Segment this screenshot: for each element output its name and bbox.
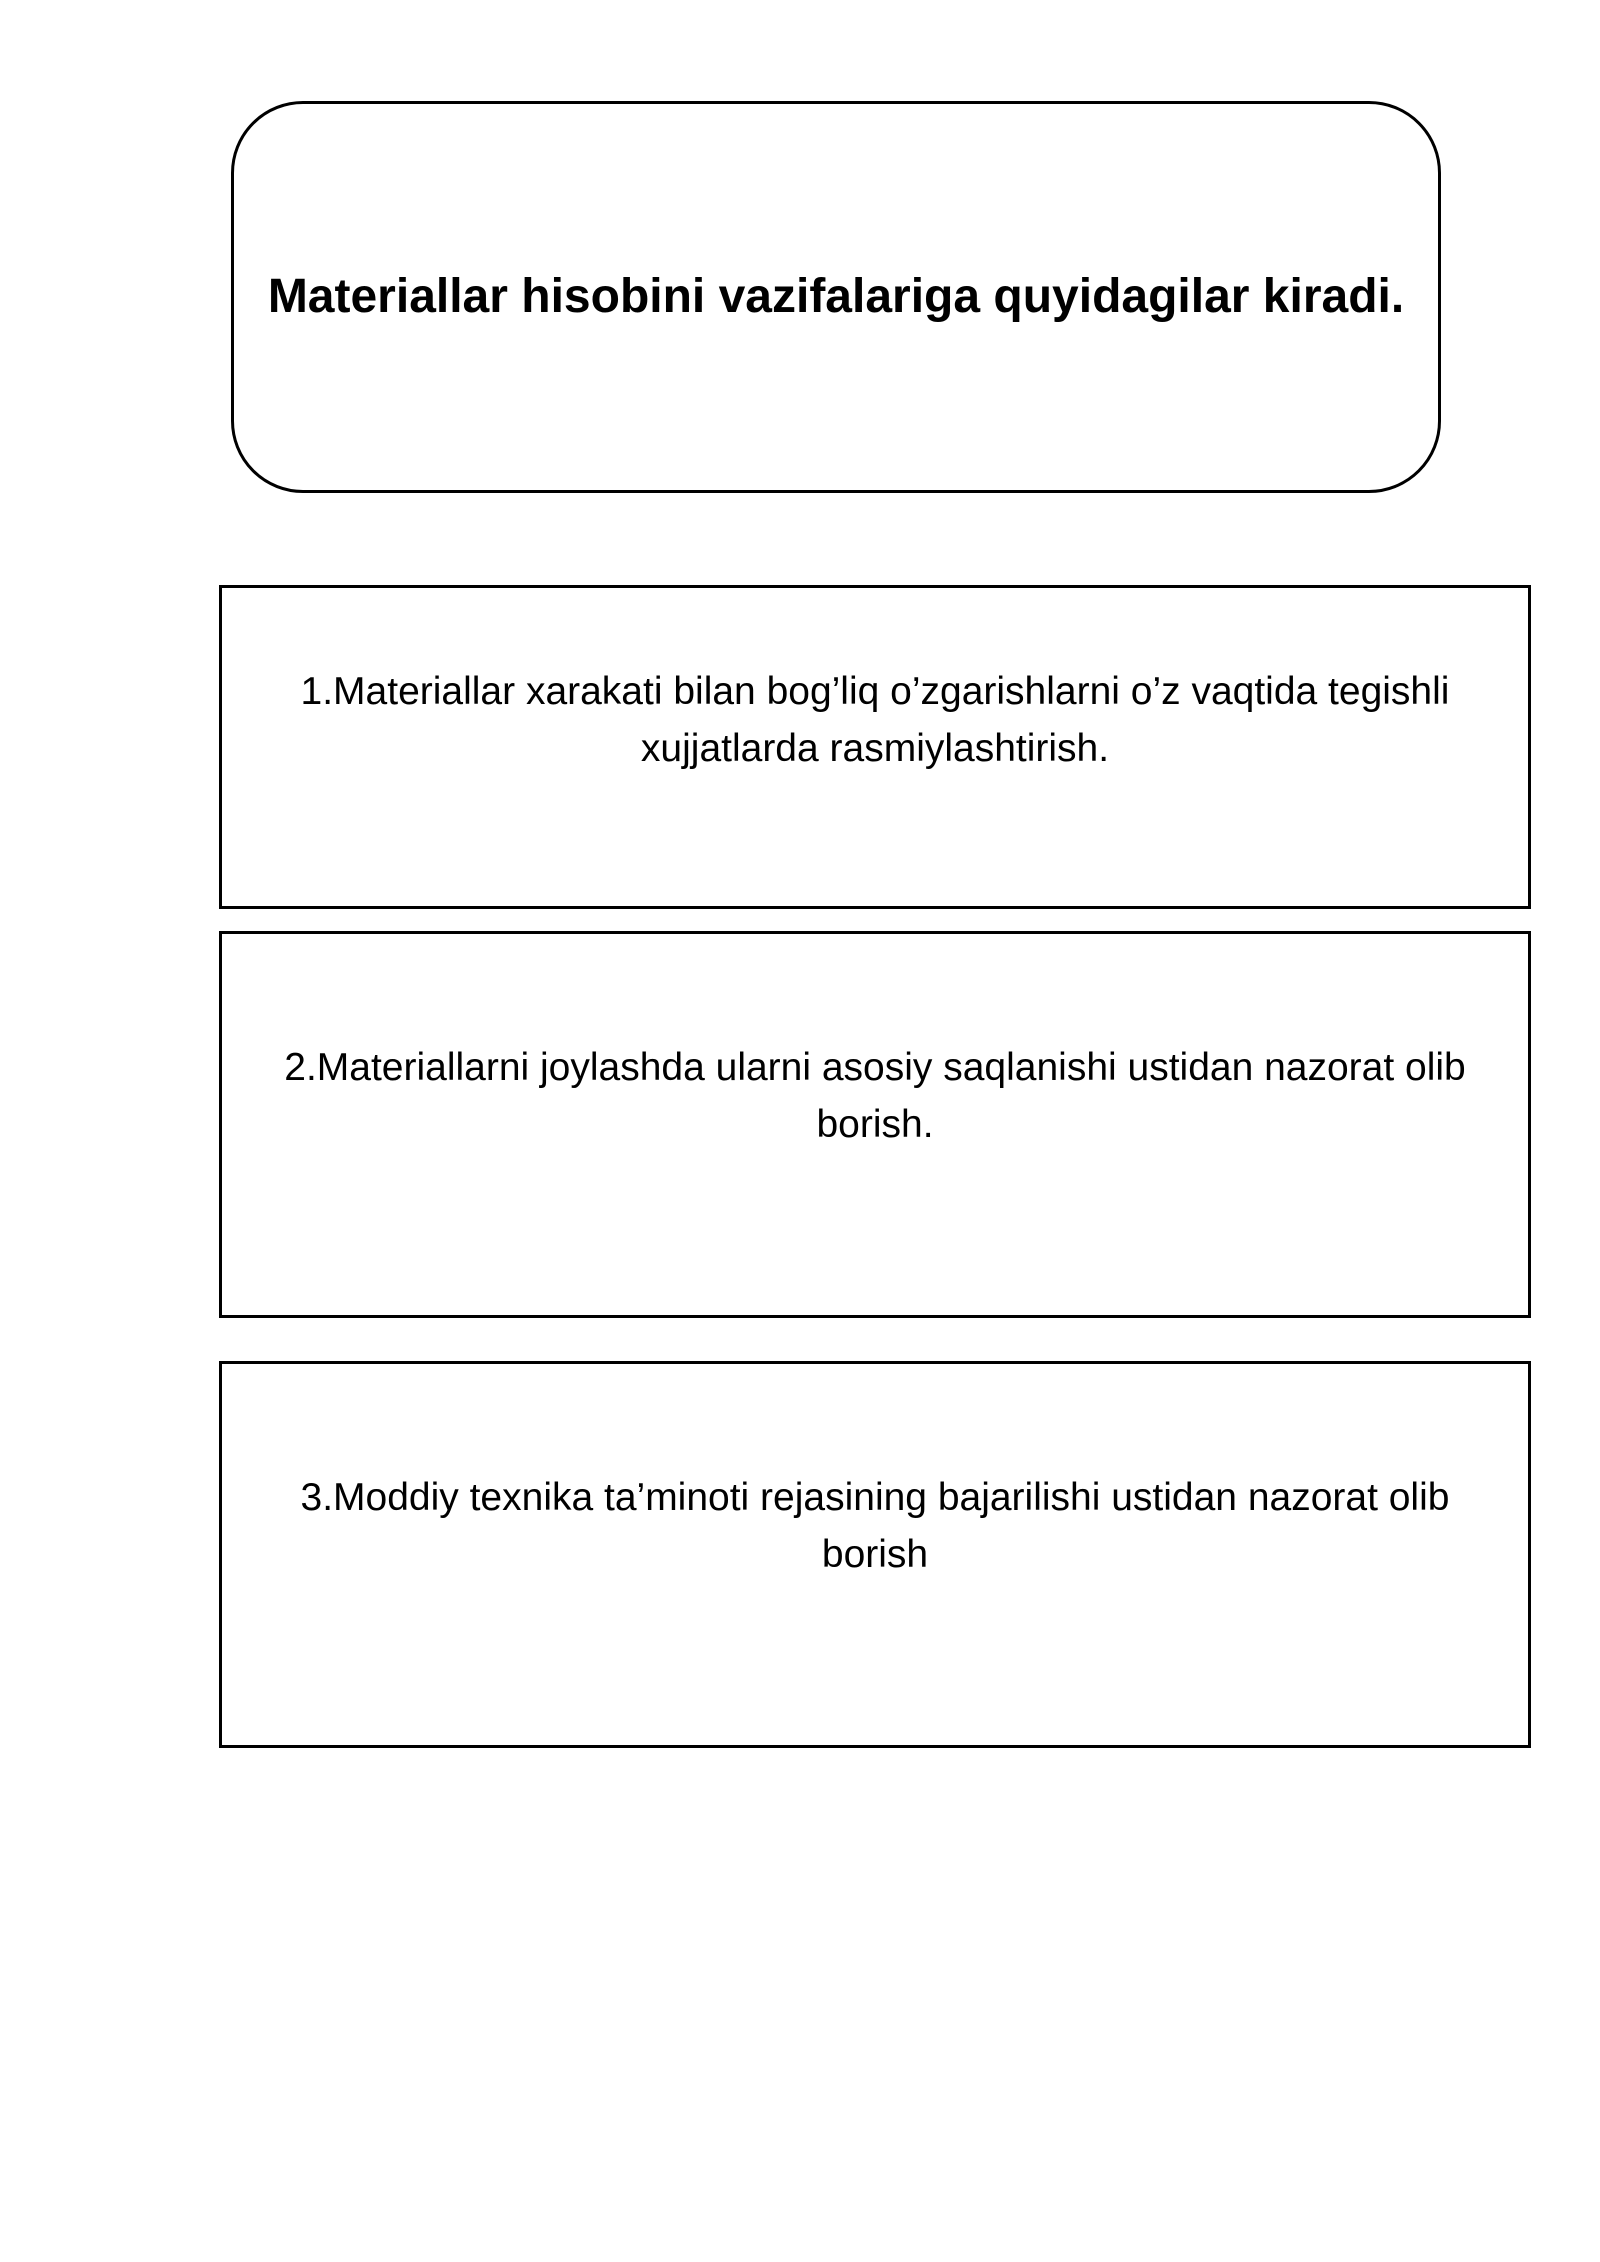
task-text-3: 3.Moddiy texnika ta’minoti rejasining bajarilishi ustidan nazorat olib borish xyxy=(300,1476,1450,1576)
task-text-2: 2.Materiallarni joylashda ularni asosiy saqlanishi ustidan nazorat olib borish. xyxy=(284,1046,1466,1146)
task-box-2 xyxy=(219,931,1531,1318)
task-box-1 xyxy=(219,585,1531,909)
task-text-1: 1.Materiallar xarakati bilan bog’liq o’zgarishlarni o’z vaqtida tegishli xujjatlarda rasmiylashtirish. xyxy=(300,670,1450,770)
page-title: Materiallar hisobini vazifalariga quyidagilar kiradi. xyxy=(267,270,1405,324)
task-box-3 xyxy=(219,1361,1531,1748)
title-box xyxy=(231,101,1441,493)
